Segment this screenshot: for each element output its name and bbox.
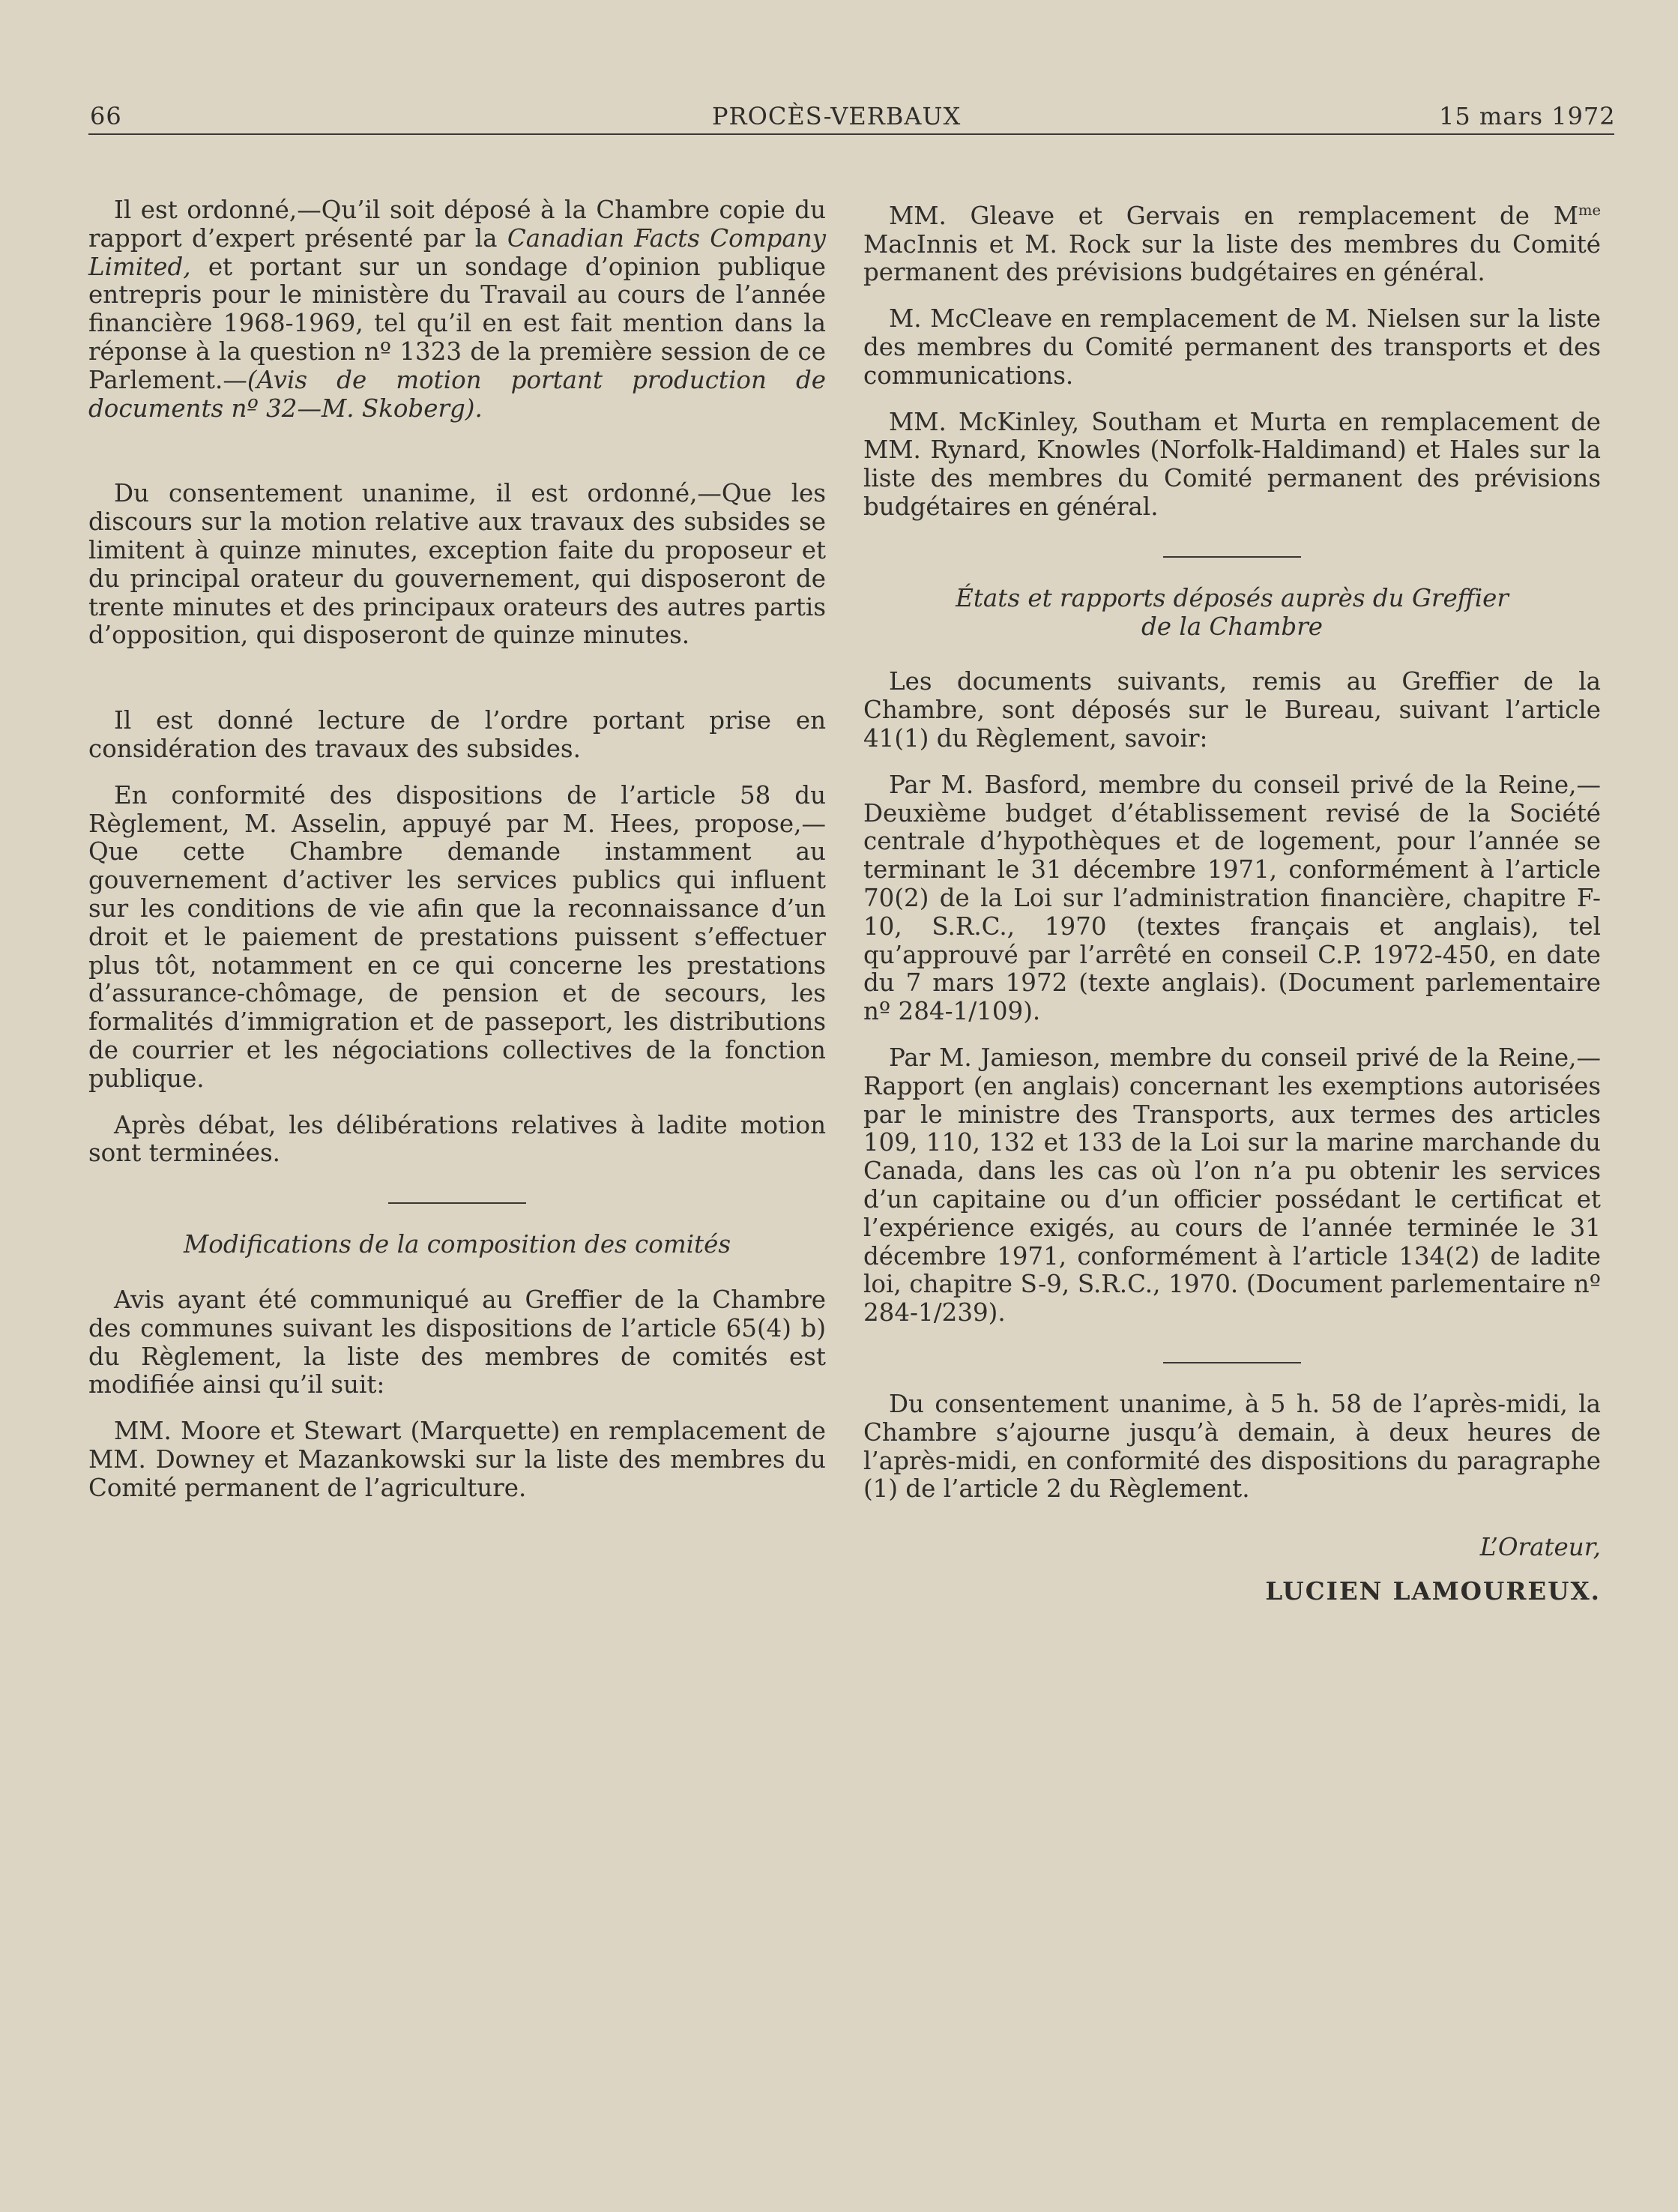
committee-change-estimates-2: MM. McKinley, Southam et Murta en remplacement de MM. Rynard, Knowles (Norfolk-Haldimand) et Hales sur la liste des membres du Comité permanent des prévisions budgétaires en général. [863, 407, 1601, 521]
unanimous-consent-order: Du consentement unanime, il est ordonné,—Que les discours sur la motion relative aux travaux des subsides se limitent à quinze minutes, exception faite du proposeur et du principal orateur du gouvernement, qui disposeront de trente minutes et des principaux orateurs des autres partis d’opposition, qui disposeront de quinze minutes. [88, 479, 826, 650]
section-title-committees: Modifications de la composition des comités [183, 1230, 731, 1259]
left-column [88, 196, 826, 1502]
page-number: 66 [90, 102, 122, 130]
company-name: Canadian Facts Company Limited, [88, 223, 826, 281]
order-copy-report: Il est ordonné,—Qu’il soit déposé à la Chambre copie du rapport d’expert présenté par la Canadian Facts Company Limited, et portant sur un sondage d’opinion publique entrepris pour le ministère du Travail au cours de l’année financière 1968-1969, tel qu’il en est fait mention dans la réponse à la question nº 1323 de la première session de ce Parlement.—(Avis de motion portant production de documents nº 32—M. Skoberg). [88, 196, 826, 423]
committee-change-transport: M. McCleave en remplacement de M. Nielsen sur la liste des membres du Comité permanent des transports et des communications. [863, 304, 1601, 390]
document-basford: Par M. Basford, membre du conseil privé de la Reine,—Deuxième budget d’établissement revisé de la Société centrale d’hypothèques et de logement, pour l’année se terminant le 31 décembre 1971, conformément à l’article 70(2) de la Loi sur l’administration financière, chapitre F-10, S.R.C., 1970 (textes français et anglais), tel qu’approuvé par l’arrêté en conseil C.P. 1972-450, en date du 7 mars 1972 (texte anglais). (Document parlementaire nº 284-1/109). [863, 770, 1601, 1026]
reading-of-order: Il est donné lecture de l’ordre portant prise en considération des travaux des subsides. [88, 706, 826, 763]
section-title-reports: États et rapports déposés auprès du Greffier de la Chambre [956, 583, 1509, 641]
asselin-motion: En conformité des dispositions de l’article 58 du Règlement, M. Asselin, appuyé par M. Hees, propose,—Que cette Chambre demande instamment au gouvernement d’activer les services publics qui influent sur les conditions de vie afin que la reconnaissance d’un droit et le paiement de prestations puissent s’effectuer plus tôt, notamment en ce qui concerne les prestations d’assurance-chômage, de pension et de secours, les formalités d’immigration et de passeport, les distributions de courrier et les négociations collectives de la fonction publique. [88, 780, 826, 1093]
debate-result: Après débat, les délibérations relatives à ladite motion sont terminées. [88, 1110, 826, 1168]
committee-change-estimates: MM. Gleave et Gervais en remplacement de $M^{me}$ MacInnis et M. Rock sur la liste des membres du Comité permanent des prévisions budgétaires en général. [863, 201, 1601, 287]
documents-intro: Les documents suivants, remis au Greffier de la Chambre, sont déposés sur le Bureau, suivant l’article 41(1) du Règlement, savoir: [863, 667, 1601, 753]
section-divider [1163, 1362, 1301, 1363]
running-title: PROCÈS-VERBAUX [712, 102, 962, 130]
section-divider [388, 1202, 526, 1204]
signer-name: LUCIEN LAMOUREUX. [1265, 1576, 1601, 1606]
section-divider [1163, 556, 1301, 558]
motion-note: (Avis de motion portant production de documents nº 32—M. Skoberg). [88, 365, 826, 423]
document-jamieson: Par M. Jamieson, membre du conseil privé de la Reine,—Rapport (en anglais) concernant les exemptions autorisées par le ministre des Transports, aux termes des articles 109, 110, 132 et 133 de la Loi sur la marine marchande du Canada, dans les cas où l’on n’a pu obtenir les services d’un capitaine ou d’un officier possédant le certificat et l’expérience exigés, au cours de l’année terminée le 31 décembre 1971, conformément à l’article 134(2) de ladite loi, chapitre S-9, S.R.C., 1970. (Document parlementaire nº 284-1/239). [863, 1043, 1601, 1327]
header-date: 15 mars 1972 [1439, 102, 1616, 130]
committee-change-agriculture: MM. Moore et Stewart (Marquette) en remplacement de MM. Downey et Mazankowski sur la liste des membres du Comité permanent de l’agriculture. [88, 1417, 826, 1502]
right-column [863, 196, 1601, 1606]
adjournment: Du consentement unanime, à 5 h. 58 de l’après-midi, la Chambre s’ajourne jusqu’à demain, à deux heures de l’après-midi, en conformité des dispositions du paragraphe (1) de l’article 2 du Règlement. [863, 1389, 1601, 1504]
header-rule [88, 133, 1614, 135]
committee-notice: Avis ayant été communiqué au Greffier de la Chambre des communes suivant les dispositions de l’article 65(4) b) du Règlement, la liste des membres de comités est modifiée ainsi qu’il suit: [88, 1285, 826, 1399]
signer-title: L’Orateur, [1479, 1533, 1601, 1562]
